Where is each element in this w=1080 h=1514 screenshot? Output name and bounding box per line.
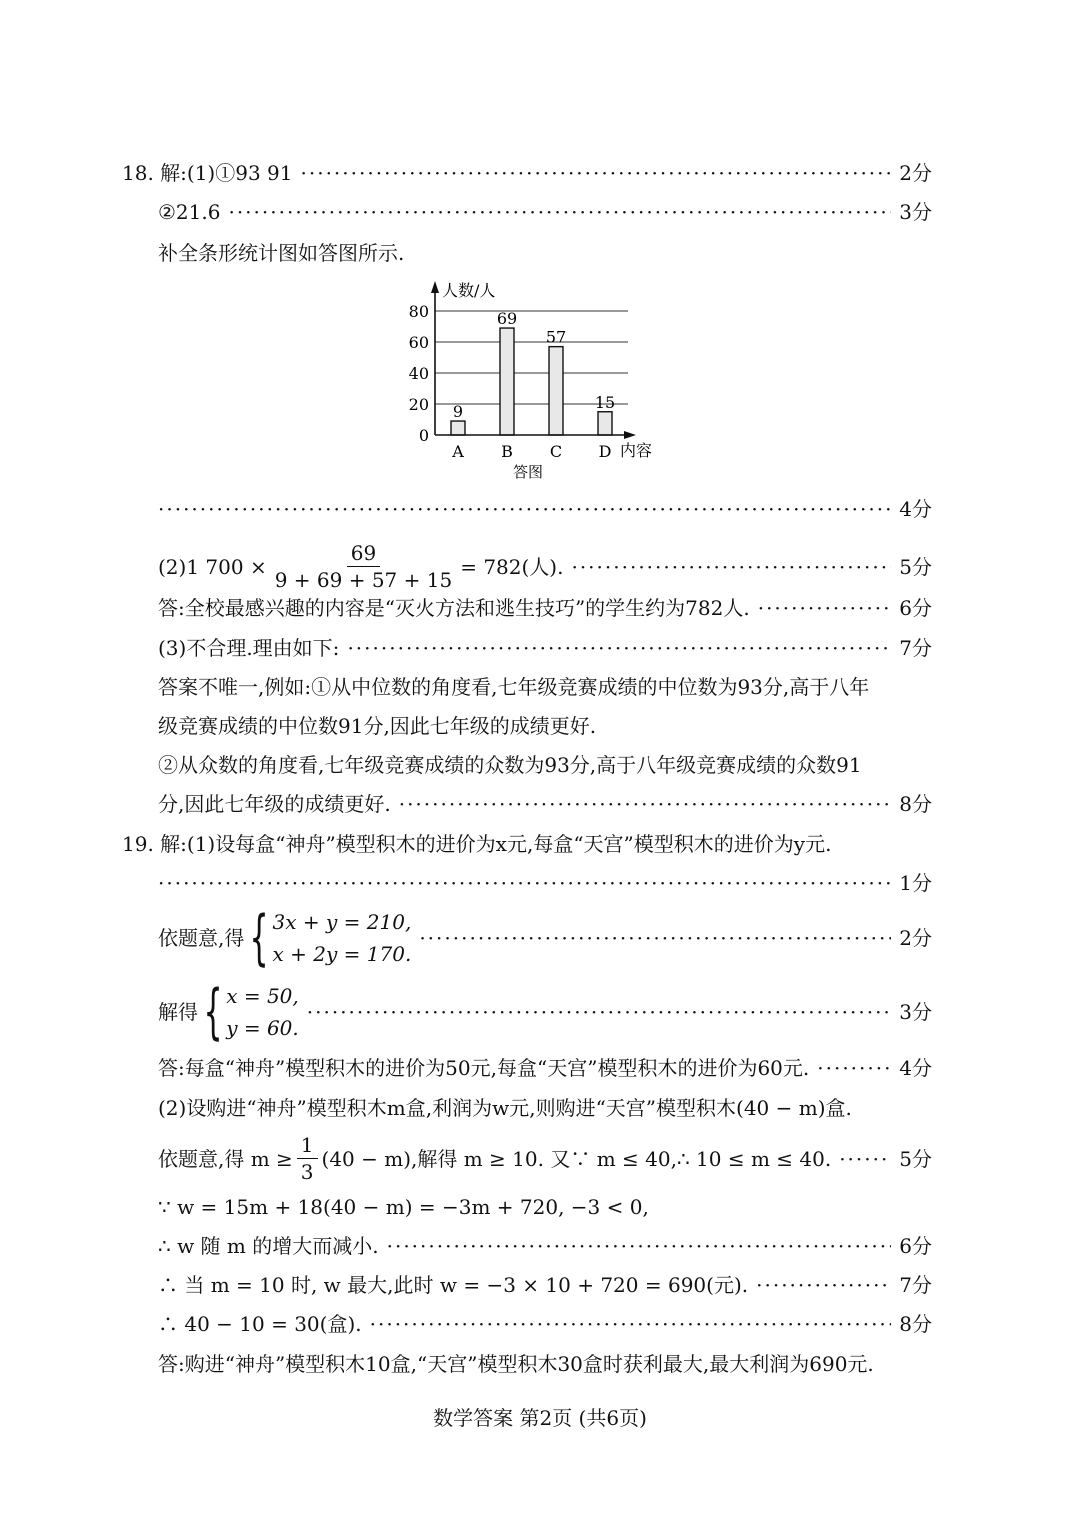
score-mark: 6分 (899, 596, 932, 620)
q19-profit-function: ∵ w = 15m + 18(40 − m) = −3m + 720, −3 < 0, (158, 1195, 649, 1219)
leader-dots (307, 997, 892, 1027)
bar-value-label: 57 (545, 327, 567, 347)
q18-calc-prefix: (2)1 700 × (158, 554, 267, 579)
fraction-numerator: 69 (347, 540, 380, 567)
q18-line-6 (158, 593, 932, 623)
leader-dots (419, 923, 891, 953)
fraction-numerator: 1 (297, 1132, 318, 1159)
x-axis-label: 内容 (620, 441, 653, 460)
leader-dots (228, 197, 891, 227)
leader-dots (158, 494, 891, 524)
y-tick-label: 60 (408, 333, 429, 352)
bar (549, 347, 563, 435)
score-mark: 7分 (899, 1273, 932, 1297)
equation-2: x + 2y = 170. (272, 942, 412, 966)
score-mark: 8分 (899, 1312, 932, 1336)
leader-dots (758, 593, 892, 623)
q18-answer-2: ②21.6 (158, 200, 221, 224)
bar-chart (400, 275, 670, 490)
q18-answer-1: 18. 解:(1)①93 91 (122, 161, 293, 185)
q19-maximum: ∴ 当 m = 10 时, w 最大,此时 w = −3 × 10 + 720 = 690(元). (158, 1273, 749, 1297)
score-mark: 4分 (899, 497, 932, 521)
fraction-denominator: 3 (300, 1160, 314, 1184)
q18-line-2 (158, 197, 932, 227)
q19-line-9 (158, 1231, 932, 1261)
equation-system (244, 903, 412, 973)
bar-value-label: 9 (452, 402, 464, 422)
leader-dots (370, 1309, 892, 1339)
q19-line-7 (158, 1132, 932, 1185)
q19-eq-prefix: 依题意,得 (158, 926, 245, 950)
score-mark: 2分 (899, 161, 932, 185)
score-mark: 8分 (899, 792, 932, 816)
y-axis-label: 人数/人 (442, 281, 496, 300)
q19-ineq-suffix: (40 − m),解得 m ≥ 10. 又∵ m ≤ 40,∴ 10 ≤ m ≤ 40. (321, 1146, 832, 1171)
leader-dots (756, 1270, 891, 1300)
fraction-denominator: 9 + 69 + 57 + 15 (274, 568, 453, 592)
q19-boxes: ∴ 40 − 10 = 30(盒). (158, 1312, 362, 1336)
q19-solve-prefix: 解得 (158, 1000, 198, 1024)
q18-reason-1: 答案不唯一,例如:①从中位数的角度看,七年级竞赛成绩的中位数为93分,高于八年 (158, 675, 870, 699)
q18-reason-4: 分,因此七年级的成绩更好. (158, 792, 391, 816)
fraction (271, 540, 457, 593)
q18-part3: (3)不合理.理由如下: (158, 636, 340, 660)
q18-reason-2: 级竞赛成绩的中位数91分,因此七年级的成绩更好. (158, 714, 597, 738)
q18-chart-note: 补全条形统计图如答图所示. (158, 241, 405, 265)
q19-ineq-prefix: 依题意,得 m ≥ (158, 1146, 293, 1171)
q19-line-4 (158, 977, 932, 1047)
x-axis-arrow (624, 431, 636, 439)
y-tick-label: 0 (418, 426, 429, 445)
y-axis-arrow (431, 281, 439, 293)
score-mark: 5分 (899, 1146, 932, 1171)
q18-line-7 (158, 633, 932, 663)
leader-dots (347, 633, 891, 663)
score-mark: 5分 (899, 554, 932, 579)
q18-calc-result: = 782(人). (460, 554, 564, 579)
bar (598, 412, 612, 435)
bar (500, 328, 514, 435)
fraction (297, 1132, 318, 1185)
y-tick-label: 20 (408, 395, 429, 414)
y-tick-label: 80 (408, 302, 429, 321)
q18-conclusion: 答:全校最感兴趣的内容是“灭火方法和逃生技巧”的学生约为782人. (158, 596, 750, 620)
brace: { (249, 903, 269, 973)
chart-caption: 答图 (512, 463, 544, 481)
score-mark: 3分 (899, 1000, 932, 1024)
y-tick-label: 40 (408, 364, 429, 383)
equation-1: 3x + y = 210, (272, 910, 412, 934)
brace: { (203, 977, 223, 1047)
leader-dots (817, 1053, 891, 1083)
bar-value-label: 15 (594, 392, 616, 412)
q19-final-answer: 答:购进“神舟”模型积木10盒,“天宫”模型积木30盒时获利最大,最大利润为690元. (158, 1352, 874, 1376)
leader-dots (839, 1144, 891, 1174)
q18-line-4 (158, 494, 932, 524)
q19-setup: 19. 解:(1)设每盒“神舟”模型积木的进价为x元,每盒“天宫”模型积木的进价为y元. (122, 832, 832, 856)
leader-dots (571, 552, 891, 582)
q19-part2-setup: (2)设购进“神舟”模型积木m盒,利润为w元,则购进“天宫”模型积木(40 − m)盒. (158, 1096, 852, 1120)
q18-line-11 (158, 789, 932, 819)
solution-1: x = 50, (226, 984, 299, 1008)
score-mark: 2分 (899, 926, 932, 950)
leader-dots (301, 158, 892, 188)
q19-line-2 (158, 868, 932, 898)
leader-dots (158, 868, 891, 898)
score-mark: 1分 (899, 871, 932, 895)
x-tick-label: D (598, 442, 612, 461)
solution-2: y = 60. (226, 1016, 299, 1040)
q19-monotonic: ∴ w 随 m 的增大而减小. (158, 1234, 379, 1258)
q19-answer-1: 答:每盒“神舟”模型积木的进价为50元,每盒“天宫”模型积木的进价为60元. (158, 1056, 810, 1080)
bar-value-label: 69 (496, 309, 518, 329)
q18-line-1 (122, 158, 932, 188)
x-tick-label: B (501, 442, 513, 461)
q18-line-5 (158, 540, 932, 593)
q18-reason-3: ②从众数的角度看,七年级竞赛成绩的众数为93分,高于八年级竞赛成绩的众数91 (158, 753, 862, 777)
score-mark: 3分 (899, 200, 932, 224)
score-mark: 4分 (899, 1056, 932, 1080)
score-mark: 6分 (899, 1234, 932, 1258)
x-tick-label: A (452, 442, 464, 461)
q19-line-3 (158, 903, 932, 973)
x-tick-label: C (549, 442, 563, 461)
q19-line-11 (158, 1309, 932, 1339)
score-mark: 7分 (899, 636, 932, 660)
solution-system (198, 977, 299, 1047)
bar (451, 421, 465, 435)
q19-line-10 (158, 1270, 932, 1300)
q19-line-5 (158, 1053, 932, 1083)
leader-dots (399, 789, 892, 819)
page-footer: 数学答案 第2页 (共6页) (433, 1406, 647, 1430)
leader-dots (387, 1231, 892, 1261)
